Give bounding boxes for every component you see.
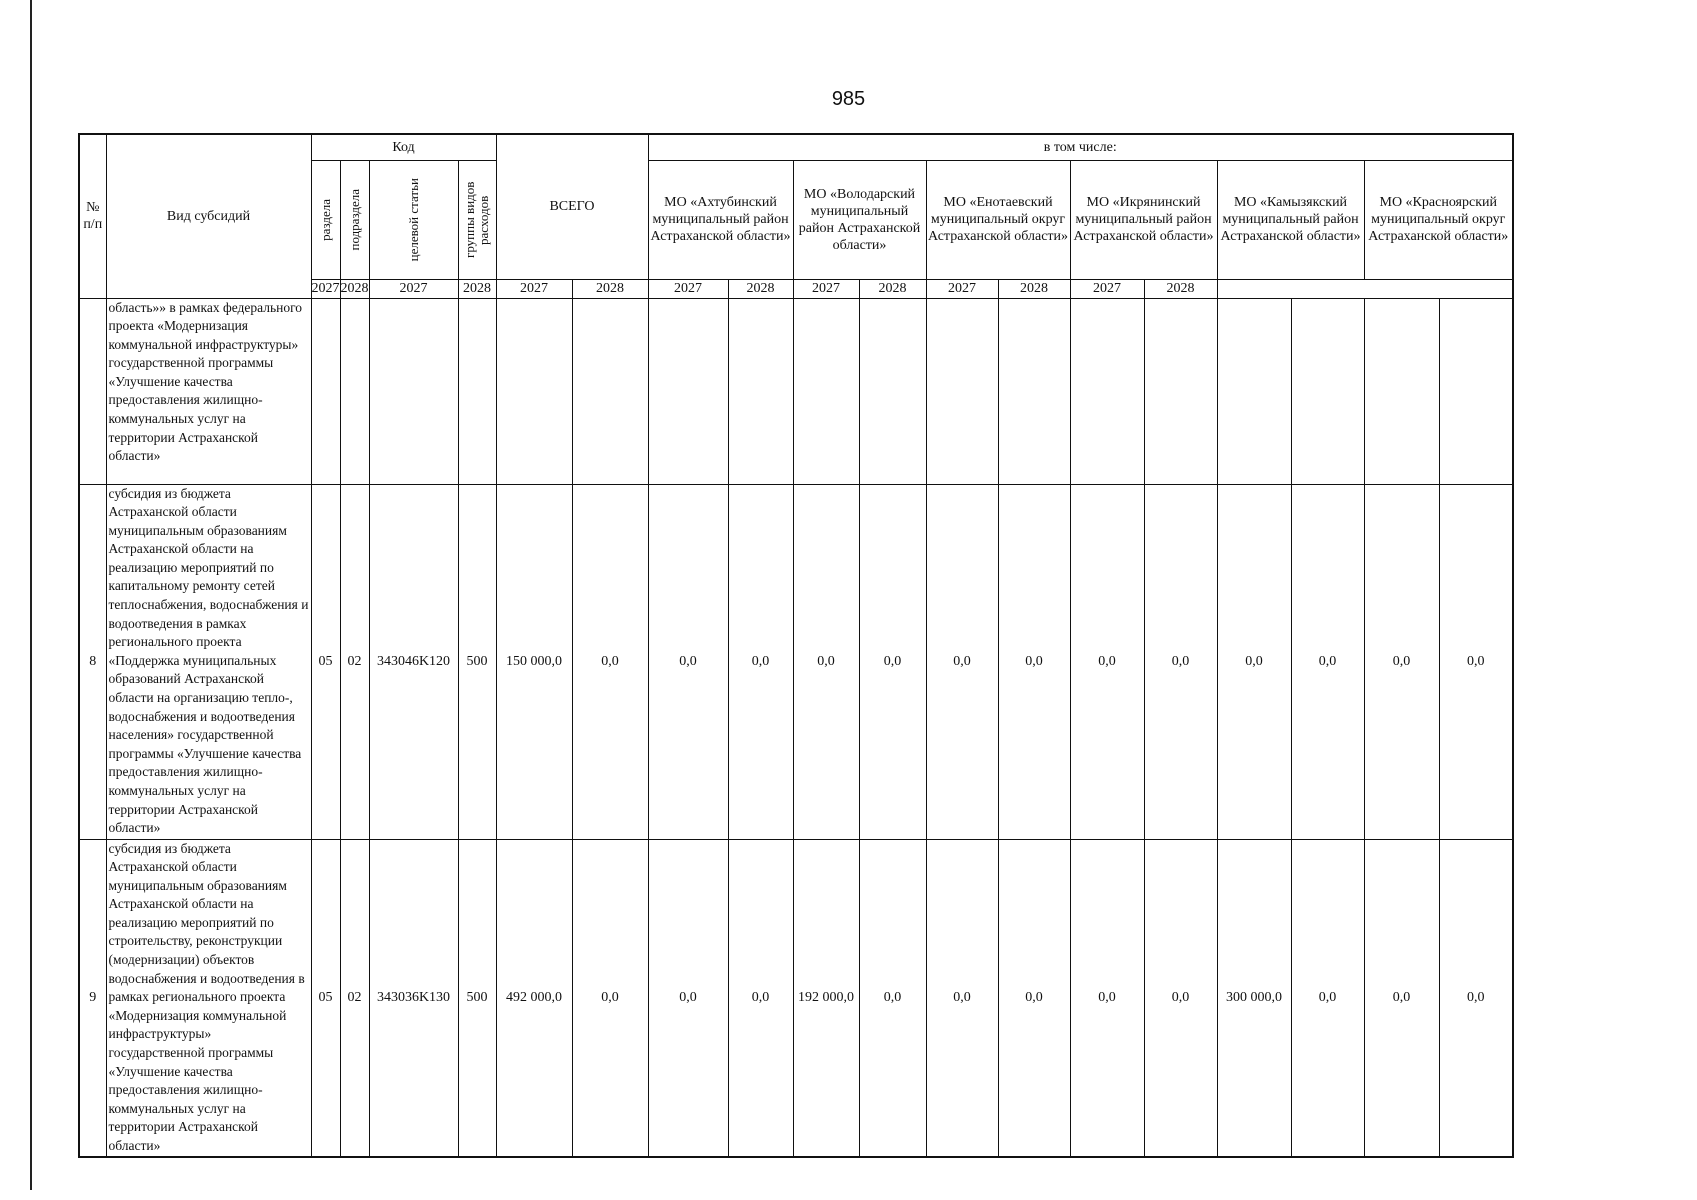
cell-value bbox=[1364, 298, 1439, 484]
cell-value bbox=[859, 298, 926, 484]
cell-value: 300 000,0 bbox=[1217, 839, 1291, 1157]
row-desc: субсидия из бюджета Астраханской области муниципальным образованиям Астраханской области на реализацию мероприятий по строительству, реконструкции (модернизации) объектов водоснабжения и водоотведения в рамках регионального проекта «Модернизация коммунальной инфраструктуры» государственной программы «Улучшение качества предоставления жилищно-коммунальных услуг на территории Астраханской области» bbox=[106, 839, 311, 1157]
cell-value bbox=[648, 298, 728, 484]
cell-value: 0,0 bbox=[998, 484, 1070, 839]
cell-value: 0,0 bbox=[1217, 484, 1291, 839]
header-year: 2027 bbox=[496, 279, 572, 298]
cell-value: 0,0 bbox=[648, 484, 728, 839]
header-code-target: целевой статьи bbox=[369, 160, 458, 279]
header-year: 2028 bbox=[728, 279, 793, 298]
page-margin-line bbox=[30, 0, 32, 1190]
cell-value bbox=[793, 298, 859, 484]
cell-value: 0,0 bbox=[926, 484, 998, 839]
cell-value: 0,0 bbox=[859, 484, 926, 839]
cell-value: 0,0 bbox=[1364, 484, 1439, 839]
cell-value bbox=[1217, 298, 1291, 484]
cell-value: 0,0 bbox=[1291, 484, 1364, 839]
header-mo-enotaevsky: МО «Енотаевский муниципальный округ Астраханской области» bbox=[926, 160, 1070, 279]
cell-value: 0,0 bbox=[1070, 839, 1144, 1157]
cell-value: 192 000,0 bbox=[793, 839, 859, 1157]
row-razdel: 05 bbox=[311, 484, 340, 839]
cell-value: 0,0 bbox=[728, 839, 793, 1157]
cell-value: 0,0 bbox=[793, 484, 859, 839]
row-podrazdel bbox=[340, 298, 369, 484]
cell-value: 0,0 bbox=[572, 484, 648, 839]
header-total: ВСЕГО bbox=[496, 134, 648, 279]
table-row bbox=[79, 484, 1513, 839]
header-year: 2028 bbox=[998, 279, 1070, 298]
cell-value bbox=[572, 298, 648, 484]
header-year: 2027 bbox=[1070, 279, 1144, 298]
cell-value bbox=[1291, 298, 1364, 484]
header-year: 2028 bbox=[859, 279, 926, 298]
table-row bbox=[79, 298, 1513, 484]
row-podrazdel: 02 bbox=[340, 839, 369, 1157]
header-code-group: группы видов расходов bbox=[458, 160, 496, 279]
row-target bbox=[369, 298, 458, 484]
header-including: в том числе: bbox=[648, 134, 1513, 160]
cell-value: 0,0 bbox=[1144, 839, 1217, 1157]
header-num: № п/п bbox=[79, 134, 106, 298]
cell-value: 0,0 bbox=[1291, 839, 1364, 1157]
row-target: 343036K130 bbox=[369, 839, 458, 1157]
cell-value bbox=[1070, 298, 1144, 484]
header-year: 2028 bbox=[1144, 279, 1217, 298]
cell-value: 0,0 bbox=[926, 839, 998, 1157]
header-year: 2027 bbox=[369, 279, 458, 298]
table-body bbox=[79, 298, 1513, 1157]
header-code: Код bbox=[311, 134, 496, 160]
row-razdel bbox=[311, 298, 340, 484]
cell-value: 0,0 bbox=[728, 484, 793, 839]
row-desc: субсидия из бюджета Астраханской области муниципальным образованиям Астраханской области на реализацию мероприятий по капитальному ремонту сетей теплоснабжения, водоснабжения и водоотведения в рамках регионального проекта «Поддержка муниципальных образований Астраханской области на организацию тепло-, водоснабжения и водоотведения населения» государственной программы «Улучшение качества предоставления жилищно-коммунальных услуг на территории Астраханской области» bbox=[106, 484, 311, 839]
row-group bbox=[458, 298, 496, 484]
cell-value bbox=[998, 298, 1070, 484]
page-number: 985 bbox=[831, 88, 866, 110]
header-year: 2027 bbox=[793, 279, 859, 298]
header-year: 2028 bbox=[340, 281, 369, 296]
header-mo-krasnoyarsky: МО «Красноярский муниципальный округ Астраханской области» bbox=[1364, 160, 1513, 279]
row-target: 343046K120 bbox=[369, 484, 458, 839]
cell-value: 150 000,0 bbox=[496, 484, 572, 839]
cell-value: 0,0 bbox=[1439, 839, 1513, 1157]
cell-value: 0,0 bbox=[1439, 484, 1513, 839]
row-num: 9 bbox=[79, 839, 106, 1157]
header-mo-akhtubinsky: МО «Ахтубинский муниципальный район Астраханской области» bbox=[648, 160, 793, 279]
header-year: 2027 bbox=[926, 279, 998, 298]
row-podrazdel: 02 bbox=[340, 484, 369, 839]
cell-value bbox=[496, 298, 572, 484]
header-year: 2028 bbox=[458, 279, 496, 298]
row-num bbox=[79, 298, 106, 484]
header-mo-ikryaninsky: МО «Икрянинский муниципальный район Астраханской области» bbox=[1070, 160, 1217, 279]
header-mo-kamyzyaksky: МО «Камызякский муниципальный район Астраханской области» bbox=[1217, 160, 1364, 279]
cell-value: 0,0 bbox=[572, 839, 648, 1157]
table-row bbox=[79, 839, 1513, 1157]
subsidies-table bbox=[78, 133, 1514, 1158]
row-group: 500 bbox=[458, 839, 496, 1157]
row-num: 8 bbox=[79, 484, 106, 839]
row-razdel: 05 bbox=[311, 839, 340, 1157]
cell-value bbox=[728, 298, 793, 484]
row-group: 500 bbox=[458, 484, 496, 839]
cell-value bbox=[926, 298, 998, 484]
cell-value: 0,0 bbox=[1144, 484, 1217, 839]
cell-value: 492 000,0 bbox=[496, 839, 572, 1157]
cell-value bbox=[1439, 298, 1513, 484]
cell-value: 0,0 bbox=[1070, 484, 1144, 839]
header-type: Вид субсидий bbox=[106, 134, 311, 298]
cell-value: 0,0 bbox=[998, 839, 1070, 1157]
cell-value: 0,0 bbox=[1364, 839, 1439, 1157]
cell-value: 0,0 bbox=[648, 839, 728, 1157]
header-year: 2027 bbox=[648, 279, 728, 298]
header-year: 2027 bbox=[311, 281, 340, 296]
header-code-razdel: раздела bbox=[311, 160, 340, 279]
row-desc: область»» в рамках федерального проекта «Модернизация коммунальной инфраструктуры» государственной программы «Улучшение качества предоставления жилищно-коммунальных услуг на территории Астраханской области» bbox=[106, 298, 311, 484]
header-year: 2028 bbox=[572, 279, 648, 298]
cell-value: 0,0 bbox=[859, 839, 926, 1157]
header-code-podrazdel: подраздела bbox=[340, 160, 369, 279]
header-mo-volodarsky: МО «Володарский муниципальный район Астраханской области» bbox=[793, 160, 926, 279]
cell-value bbox=[1144, 298, 1217, 484]
